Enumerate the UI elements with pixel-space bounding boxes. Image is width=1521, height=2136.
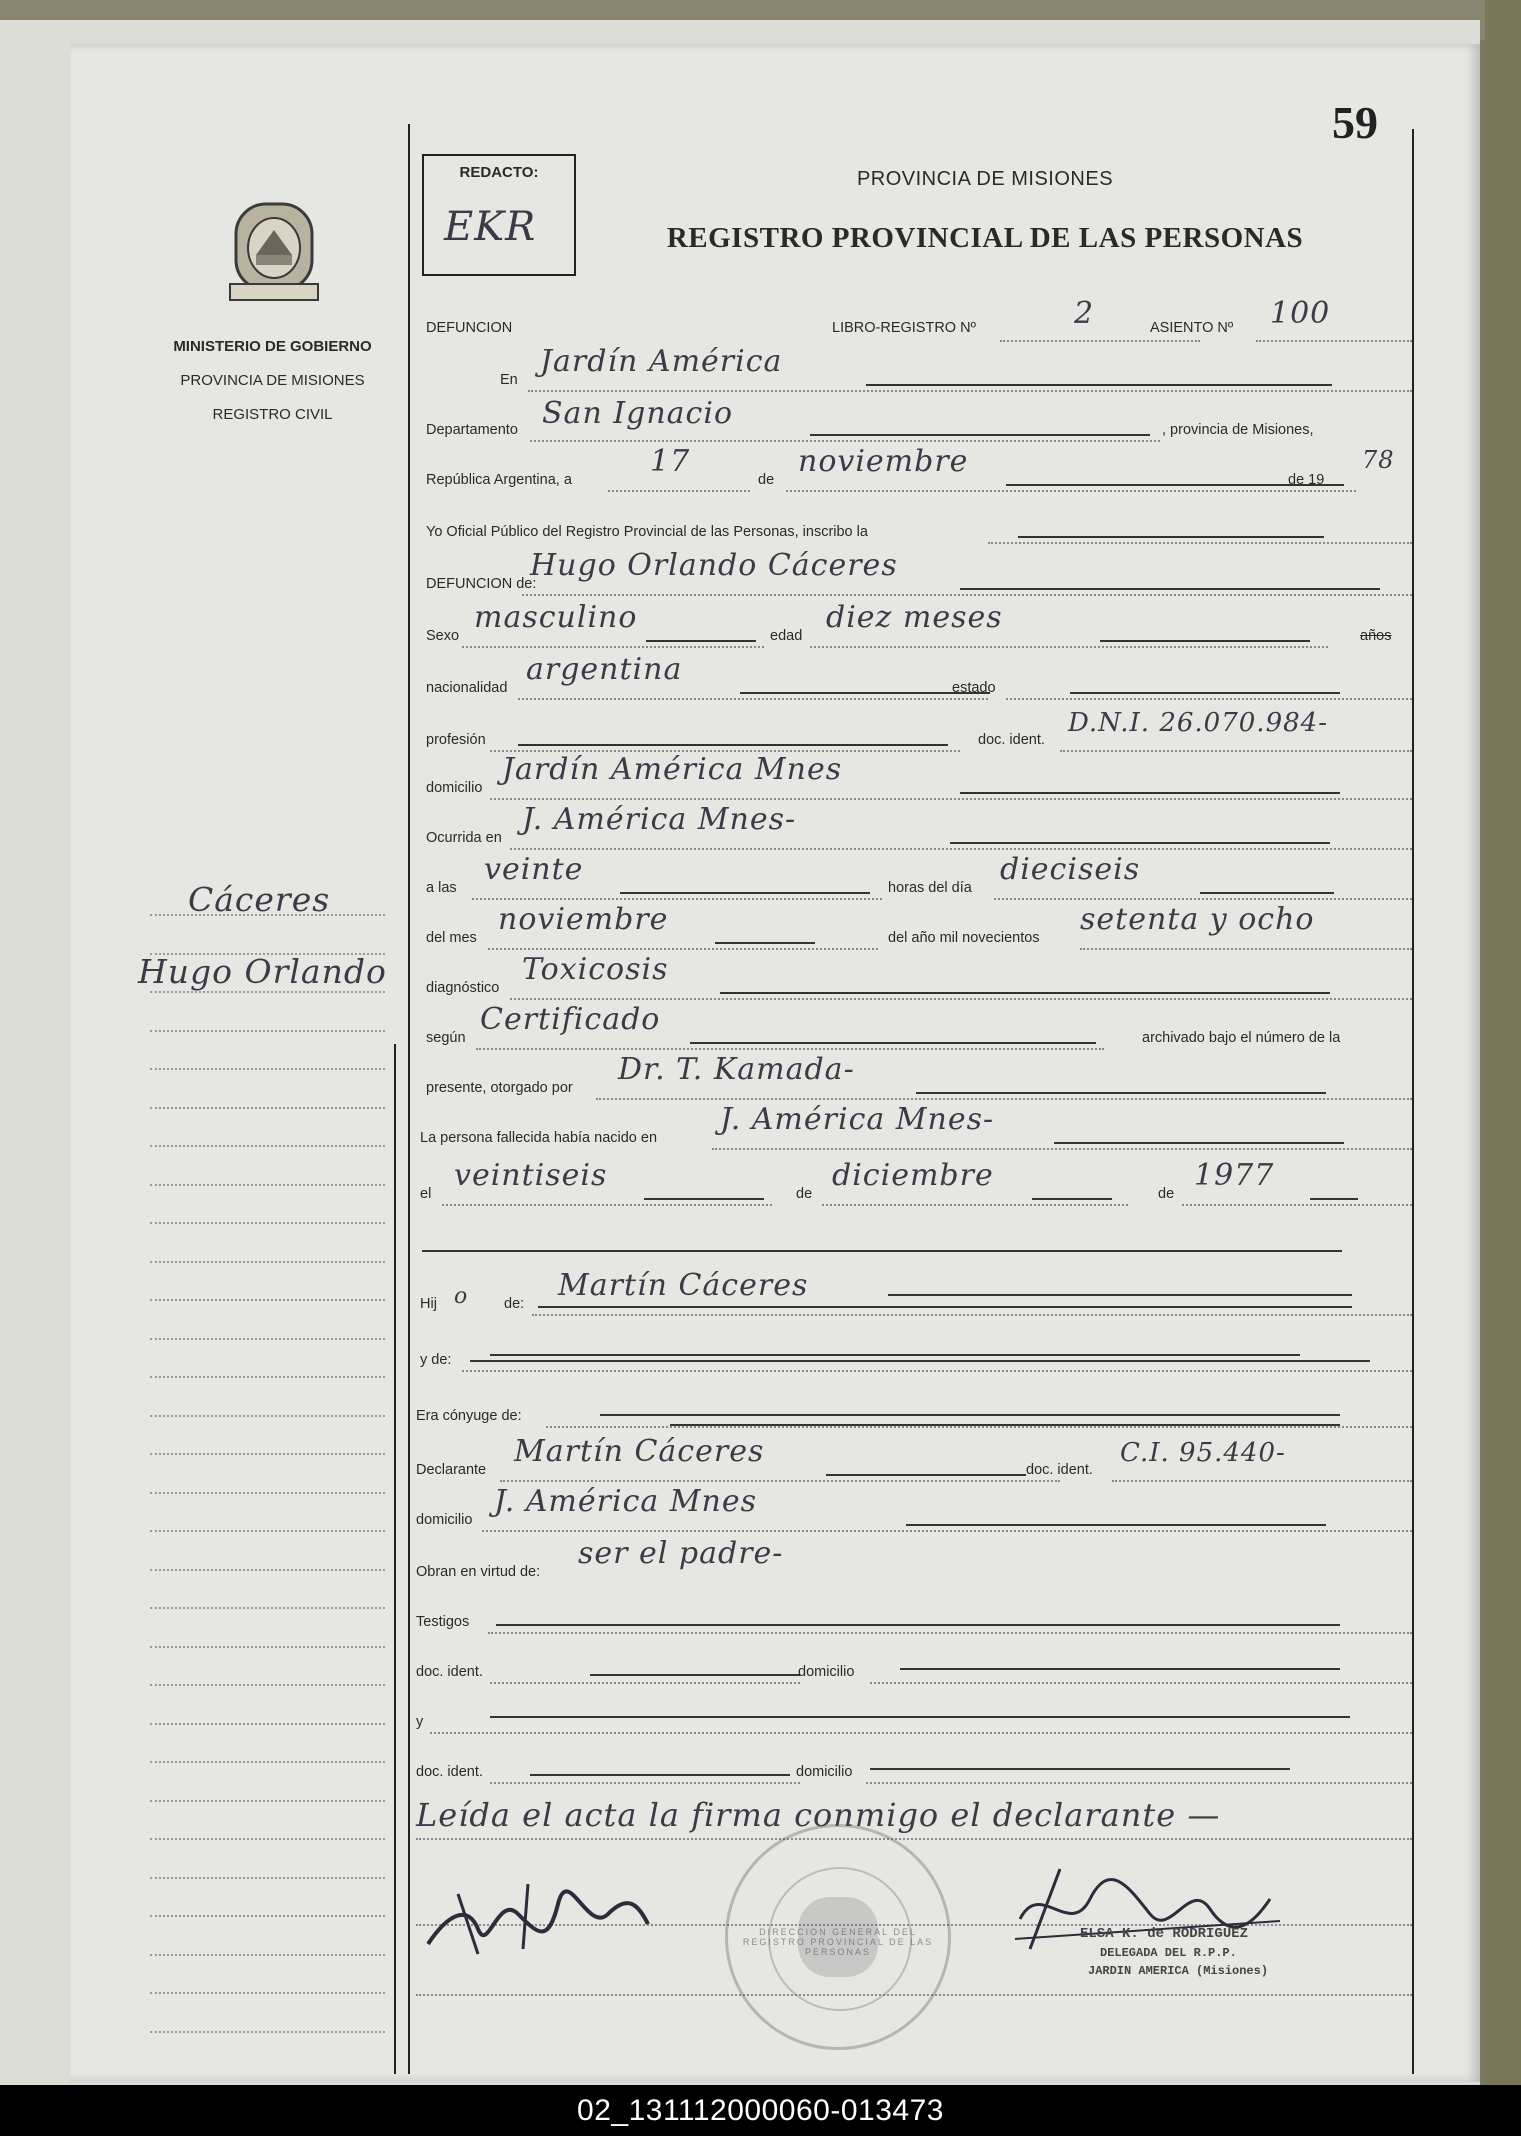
estado-dotted-line [1006, 698, 1412, 700]
departamento-rule [810, 434, 1150, 436]
margin-apellido: Cáceres [188, 880, 331, 919]
margin-dotted-rule [150, 1492, 385, 1494]
declarante-domicilio-dotted-line [482, 1530, 1412, 1532]
margin-dotted-rule [150, 1954, 385, 1956]
libro-value: 2 [1074, 296, 1095, 331]
testigo1-domicilio-dotted-line [870, 1682, 1412, 1684]
asiento-label: ASIENTO Nº [1150, 320, 1234, 336]
margin-dotted-rule [150, 1299, 385, 1301]
testigo2-doc-dotted-line [490, 1782, 800, 1784]
segun-label: según [426, 1030, 466, 1046]
testigo2-domicilio-rule [870, 1768, 1290, 1770]
hora-value: veinte [484, 852, 584, 887]
nac-de2-rule [1310, 1198, 1358, 1200]
nacido-value: J. América Mnes- [720, 1102, 995, 1137]
oficial-dotted-line [988, 542, 1412, 544]
margin-dotted-rule [150, 1107, 385, 1109]
margin-dotted-rule [150, 1338, 385, 1340]
book-cover-edge [1485, 0, 1521, 2085]
domicilio-dotted-line [490, 798, 1412, 800]
alas-label: a las [426, 880, 457, 896]
sexo-value: masculino [474, 600, 638, 635]
nacionalidad-dotted-line [518, 698, 988, 700]
margin-dotted-rule [150, 1761, 385, 1763]
domicilio-value: Jardín América Mnes [502, 752, 843, 787]
nac-dia-value: veintiseis [454, 1158, 608, 1193]
doc-ident-label: doc. ident. [978, 732, 1045, 748]
testigo2-domicilio-dotted-line [866, 1782, 1412, 1784]
day-value: 17 [650, 444, 691, 479]
anio-label: del año mil novecientos [888, 930, 1040, 946]
diagnostico-rule [720, 992, 1330, 994]
testigo1-doc-rule [590, 1674, 800, 1676]
delmes-dotted-line [488, 948, 878, 950]
declarante-label: Declarante [416, 1462, 487, 1478]
header-provincia: PROVINCIA DE MISIONES [856, 168, 1114, 190]
leida-text: Leída el acta la firma conmigo el declarante — [416, 1796, 1221, 1834]
margin-dotted-rule [150, 1684, 385, 1686]
redacto-initials: EKR [444, 204, 537, 250]
diagnostico-dotted-line [510, 998, 1412, 1000]
ocurrida-value: J. América Mnes- [522, 802, 797, 837]
hijo-rule-2 [888, 1294, 1352, 1296]
domicilio-rule [960, 792, 1340, 794]
testigos-dotted-line [488, 1632, 1412, 1634]
nac-de2-dotted-line [1182, 1204, 1412, 1206]
month-value: noviembre [798, 444, 969, 479]
horas-rule [1200, 892, 1334, 894]
y-label: y [416, 1714, 424, 1730]
official-name: ELSA K. de RODRIGUEZ [1080, 1926, 1249, 1942]
margin-dotted-rule [150, 1222, 385, 1224]
y-dotted-line [430, 1732, 1412, 1734]
yde-dotted-line [462, 1370, 1412, 1372]
margin-dotted-rule [150, 1376, 385, 1378]
padre-value: Martín Cáceres [558, 1268, 809, 1303]
delmes-label: del mes [426, 930, 477, 946]
doc-ident-value: D.N.I. 26.070.984- [1068, 708, 1328, 738]
right-frame-line [1412, 129, 1414, 2074]
defuncion-de-label: DEFUNCION de: [426, 576, 537, 592]
nacionalidad-label: nacionalidad [426, 680, 508, 696]
hijo-suffix: o [454, 1284, 469, 1309]
yde-rule-1 [470, 1360, 1370, 1362]
nacido-dotted-line [712, 1148, 1412, 1150]
testigos-rule [496, 1624, 1340, 1626]
libro-dotted-line [1000, 340, 1200, 342]
testigo2-doc-label: doc. ident. [416, 1764, 483, 1780]
margin-dotted-rule [150, 1068, 385, 1070]
profesion-rule [518, 744, 948, 746]
conyuge-rule-2 [670, 1424, 1340, 1426]
page-number: 59 [1332, 97, 1378, 148]
margin-nombre: Hugo Orlando [138, 952, 387, 991]
margin-dotted-rule [150, 914, 385, 916]
margin-dotted-rule [150, 1646, 385, 1648]
inner-left-frame-line [394, 1044, 396, 2074]
sexo-dotted-line [462, 646, 764, 648]
edad-dotted-line [810, 646, 1328, 648]
segun-dotted-line [476, 1048, 1104, 1050]
defuncion-rule [960, 588, 1380, 590]
yde-rule-2 [490, 1354, 1300, 1356]
en-value: Jardín América [540, 344, 783, 379]
libro-label: LIBRO-REGISTRO Nº [832, 320, 976, 336]
testigo1-domicilio-label: domicilio [798, 1664, 855, 1680]
doc-ident-dotted-line [1060, 750, 1412, 752]
header-registro: REGISTRO PROVINCIAL DE LAS PERSONAS [666, 222, 1304, 254]
edad-label: edad [770, 628, 803, 644]
republica-day-dotted [608, 490, 750, 492]
oficial-text: Yo Oficial Público del Registro Provincial de las Personas, inscribo la [426, 524, 868, 540]
margin-dotted-rule [150, 1838, 385, 1840]
presente-dotted-line [596, 1098, 1412, 1100]
republica-label: República Argentina, a [426, 472, 572, 488]
deceased-name-value: Hugo Orlando Cáceres [530, 548, 898, 583]
anio-muerte-value: setenta y ocho [1080, 902, 1315, 937]
profesion-label: profesión [426, 732, 486, 748]
domicilio-label: domicilio [426, 780, 483, 796]
horas-label: horas del día [888, 880, 972, 896]
testigo2-doc-rule [530, 1774, 790, 1776]
declarant-signature-icon [418, 1874, 658, 1964]
official-title: DELEGADA DEL R.P.P. [1100, 1946, 1237, 1960]
nac-de-label: de [796, 1186, 813, 1202]
anio-dotted-line [1080, 948, 1412, 950]
alas-rule [620, 892, 870, 894]
conyuge-rule-1 [600, 1414, 1340, 1416]
archivado-label: archivado bajo el número de la [1142, 1030, 1341, 1046]
delmes-rule [715, 942, 815, 944]
year-value: 78 [1362, 446, 1395, 474]
testigos-label: Testigos [416, 1614, 470, 1630]
margin-dotted-rule [150, 1530, 385, 1532]
ministry-block [150, 330, 395, 432]
margin-dotted-rule [150, 1261, 385, 1263]
blank-rule-1 [422, 1250, 1342, 1252]
mes-muerte-value: noviembre [498, 902, 669, 937]
hijo-dotted-line [532, 1314, 1412, 1316]
el-label: el [420, 1186, 432, 1202]
stamp-text: DIRECCION GENERAL DEL REGISTRO PROVINCIAL DE LAS PERSONAS [742, 1927, 934, 1957]
nacionalidad-value: argentina [526, 652, 683, 687]
testigo1-doc-dotted-line [490, 1682, 800, 1684]
republica-de-label: de [758, 472, 775, 488]
nacido-rule [1054, 1142, 1344, 1144]
ministry-line: MINISTERIO DE GOBIERNO [173, 338, 372, 355]
en-dotted-line [528, 390, 1412, 392]
hijo-de-label: de: [504, 1296, 525, 1312]
register-page [70, 44, 1480, 2082]
nacido-label: La persona fallecida había nacido en [420, 1130, 658, 1146]
segun-value: Certificado [480, 1002, 661, 1037]
margin-dotted-rule [150, 1877, 385, 1879]
en-rule [866, 384, 1332, 386]
margin-dotted-rule [150, 1915, 385, 1917]
official-place: JARDIN AMERICA (Misiones) [1088, 1964, 1269, 1978]
coat-of-arms-icon [226, 200, 322, 308]
nac-de-rule [1032, 1198, 1112, 1200]
nac-de-dotted-line [822, 1204, 1128, 1206]
ocurrida-label: Ocurrida en [426, 830, 502, 846]
conyuge-dotted-line [546, 1426, 1412, 1428]
declarante-domicilio-rule [906, 1524, 1326, 1526]
year-prefix-label: de 19 [1288, 472, 1325, 488]
ocurrida-rule [950, 842, 1330, 844]
estado-rule [1070, 692, 1340, 694]
asiento-dotted-line [1256, 340, 1412, 342]
obran-value: ser el padre- [578, 1536, 784, 1571]
margin-dotted-rule [150, 1992, 385, 1994]
republica-month-dotted [786, 490, 1356, 492]
estado-label: estado [952, 680, 996, 696]
diagnostico-value: Toxicosis [522, 952, 669, 987]
alas-dotted-line [472, 898, 882, 900]
dia-muerte-value: dieciseis [1000, 852, 1141, 887]
asiento-value: 100 [1270, 296, 1331, 331]
declarante-domicilio-value: J. América Mnes [494, 1484, 757, 1519]
image-id-footer: 02_131112000060-013473 [0, 2085, 1521, 2136]
el-dotted-line [442, 1204, 772, 1206]
horas-dotted-line [994, 898, 1412, 900]
presente-rule [916, 1092, 1326, 1094]
testigo1-domicilio-rule [900, 1668, 1340, 1670]
departamento-dotted-line [530, 440, 1160, 442]
testigo2-domicilio-label: domicilio [796, 1764, 853, 1780]
margin-dotted-rule [150, 1030, 385, 1032]
official-signature-icon [1000, 1859, 1300, 1959]
redacto-label: REDACTO: [459, 164, 539, 181]
departamento-value: San Ignacio [542, 396, 734, 431]
hijo-rule [538, 1306, 1352, 1308]
testigo1-doc-label: doc. ident. [416, 1664, 483, 1680]
margin-dotted-rule [150, 1800, 385, 1802]
left-frame-line [408, 124, 410, 2074]
declarante-value: Martín Cáceres [514, 1434, 765, 1469]
margin-dotted-rule [150, 1415, 385, 1417]
margin-dotted-rule [150, 1145, 385, 1147]
margin-dotted-rule [150, 1184, 385, 1186]
ocurrida-dotted-line [510, 848, 1412, 850]
edad-rule [1100, 640, 1310, 642]
margin-dotted-rule [150, 1607, 385, 1609]
margin-dotted-rule [150, 953, 385, 955]
segun-rule [690, 1042, 1096, 1044]
obran-label: Obran en virtud de: [416, 1564, 541, 1580]
margin-dotted-rule [150, 1723, 385, 1725]
ministry-province: PROVINCIA DE MISIONES [180, 372, 365, 389]
nac-de2-label: de [1158, 1186, 1175, 1202]
departamento-label: Departamento [426, 422, 518, 438]
declarante-rule [826, 1474, 1026, 1476]
declarante-doc-label: doc. ident. [1026, 1462, 1093, 1478]
margin-dotted-rule [150, 1569, 385, 1571]
y-rule [490, 1716, 1350, 1718]
declarante-doc-value: C.I. 95.440- [1120, 1438, 1286, 1468]
sexo-rule [646, 640, 756, 642]
declarante-dotted-line [500, 1480, 1060, 1482]
declarante-domicilio-label: domicilio [416, 1512, 473, 1528]
edad-value: diez meses [826, 600, 1003, 635]
defuncion-dotted-line [522, 594, 1412, 596]
presente-label: presente, otorgado por [426, 1080, 573, 1096]
oficial-rule [1018, 536, 1324, 538]
margin-dotted-rule [150, 991, 385, 993]
provincia-suffix: , provincia de Misiones, [1162, 422, 1314, 438]
sexo-label: Sexo [426, 628, 460, 644]
el-rule [644, 1198, 764, 1200]
redacto-box [422, 154, 576, 276]
margin-dotted-rule [150, 2031, 385, 2033]
conyuge-label: Era cónyuge de: [416, 1408, 522, 1424]
official-stamp [725, 1824, 951, 2050]
form-type-label: DEFUNCION [426, 320, 513, 336]
anios-label: años [1360, 628, 1392, 644]
yde-label: y de: [420, 1352, 452, 1368]
nac-anio-value: 1977 [1194, 1158, 1275, 1193]
ministry-registro: REGISTRO CIVIL [212, 406, 333, 423]
medico-value: Dr. T. Kamada- [618, 1052, 855, 1087]
declarante-doc-dotted-line [1112, 1480, 1412, 1482]
margin-dotted-rule [150, 1453, 385, 1455]
en-label: En [500, 372, 518, 388]
hijo-label: Hij [420, 1296, 437, 1312]
leida-dotted-line [416, 1838, 1412, 1840]
diagnostico-label: diagnóstico [426, 980, 500, 996]
nac-mes-value: diciembre [832, 1158, 994, 1193]
